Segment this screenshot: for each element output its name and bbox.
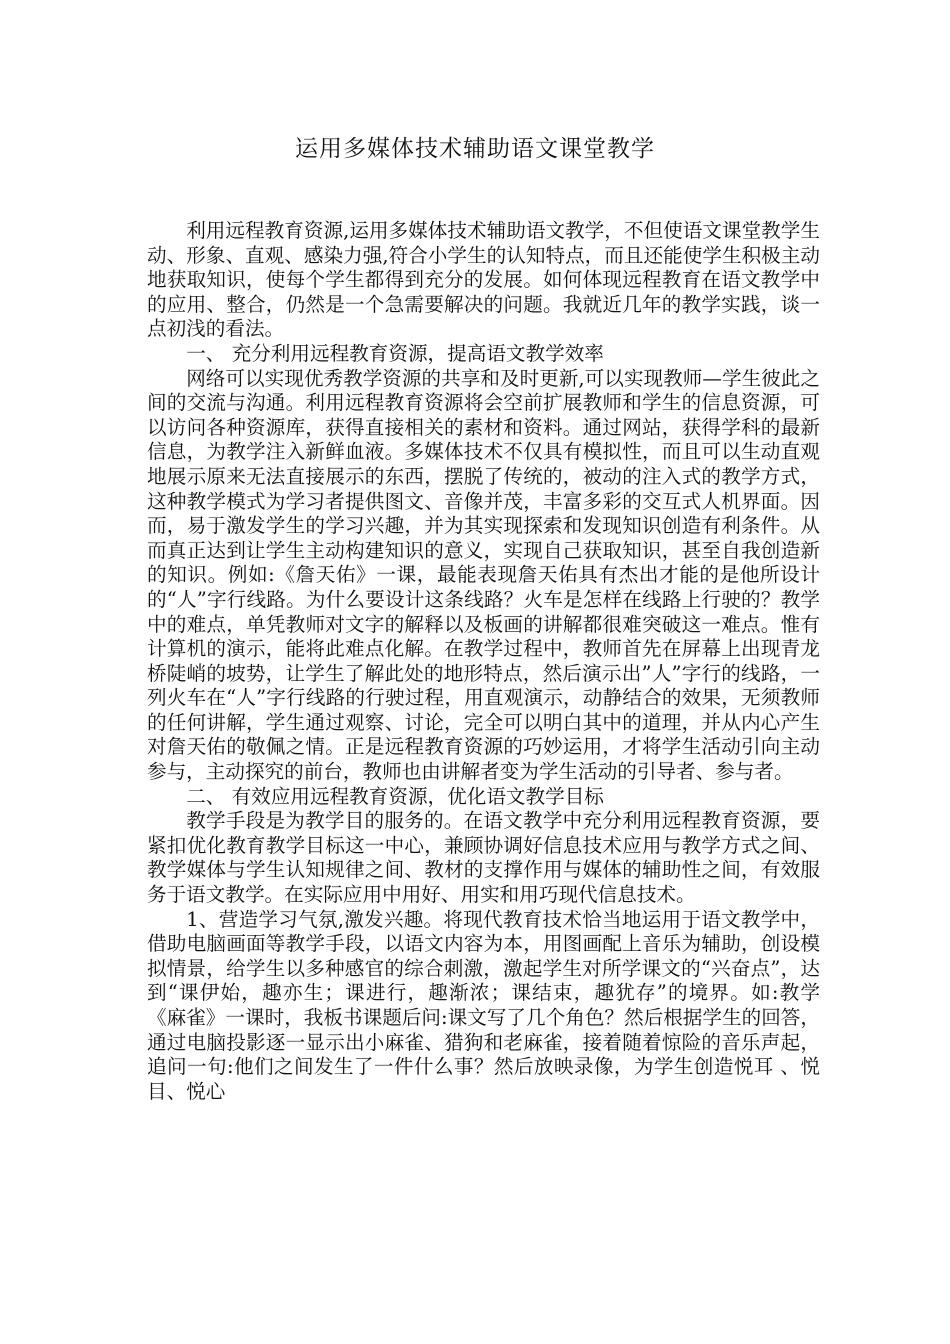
section-heading-1: 一、 充分利用远程教育资源，提高语文教学效率 xyxy=(186,341,604,365)
section-1-paragraph: 网络可以实现优秀教学资源的共享和及时更新,可以实现教师—学生彼此之间的交流与沟通。利用远程教育资源将会空前扩展教师和学生的信息资源，可以访问各种资源库，获得直接相关的素材和资料。通过网站，获得学科的最新信息，为教学注入新鲜血液。多媒体技术不仅具有模拟性，而且可以生动直观地展示原来无法直接展示的东西，摆脱了传统的，被动的注入式的教学方式，这种教学模式为学习者提供图文、音像并茂，丰富多彩的交互式人机界面。因而，易于激发学生的学习兴趣，并为其实现探索和发现知识创造有利条件。从而真正达到让学生主动构建知识的意义，实现自己获取知识，甚至自我创造新的知识。例如:《詹天佑》一课，最能表现詹天佑具有杰出才能的是他所设计的“人”字行线路。为什么要设计这条线路？火车是怎样在线路上行驶的？教学中的难点，单凭教师对文字的解释以及板画的讲解都很难突破这一难点。惟有计算机的演示，能将此难点化解。在教学过程中，教师首先在屏幕上出现青龙桥陡峭的坡势，让学生了解此处的地形特点，然后演示出”人”字行的线路，一列火车在“人”字行线路的行驶过程，用直观演示，动静结合的效果，无须教师的任何讲解，学生通过观察、讨论，完全可以明白其中的道理，并从内心产生对詹天佑的敬佩之情。正是远程教育资源的巧妙运用，才将学生活动引向主动参与，主动探究的前台，教师也由讲解者变为学生活动的引导者、参与者。 xyxy=(147,366,820,784)
document-title: 运用多媒体技术辅助语文课堂教学 xyxy=(295,136,655,162)
document-body xyxy=(147,219,820,1104)
section-2-item-1-paragraph: 1、营造学习气氛,激发兴趣。将现代教育技术恰当地运用于语文教学中，借助电脑画面等教学手段，以语文内容为本，用图画配上音乐为辅助，创设模拟情景，给学生以多种感官的综合刺激，激起学生对所学课文的“兴奋点”，达到“课伊始，趣亦生；课进行，趣渐浓；课结束，趣犹存”的境界。如:教学《麻雀》一课时，我板书课题后问:课文写了几个角色？然后根据学生的回答，通过电脑投影逐一显示出小麻雀、猎狗和老麻雀，接着随着惊险的音乐声起，追问一句:他们之间发生了一件什么事？然后放映录像，为学生创造悦耳 、悦目、悦心 xyxy=(147,907,820,1103)
section-heading-2: 二、 有效应用远程教育资源，优化语文教学目标 xyxy=(186,784,604,808)
intro-paragraph: 利用远程教育资源,运用多媒体技术辅助语文教学，不但使语文课堂教学生动、形象、直观、感染力强,符合小学生的认知特点，而且还能使学生积极主动地获取知识，使每个学生都得到充分的发展。如何体现远程教育在语文教学中的应用、整合，仍然是一个急需要解决的问题。我就近几年的教学实践，谈一点初浅的看法。 xyxy=(147,219,820,341)
section-2-paragraph: 教学手段是为教学目的服务的。在语文教学中充分利用远程教育资源，要紧扣优化教育教学目标这一中心，兼顾协调好信息技术应用与教学方式之间、教学媒体与学生认知规律之间、教材的支撑作用与媒体的辅助性之间，有效服务于语文教学。在实际应用中用好、用实和用巧现代信息技术。 xyxy=(147,809,820,907)
